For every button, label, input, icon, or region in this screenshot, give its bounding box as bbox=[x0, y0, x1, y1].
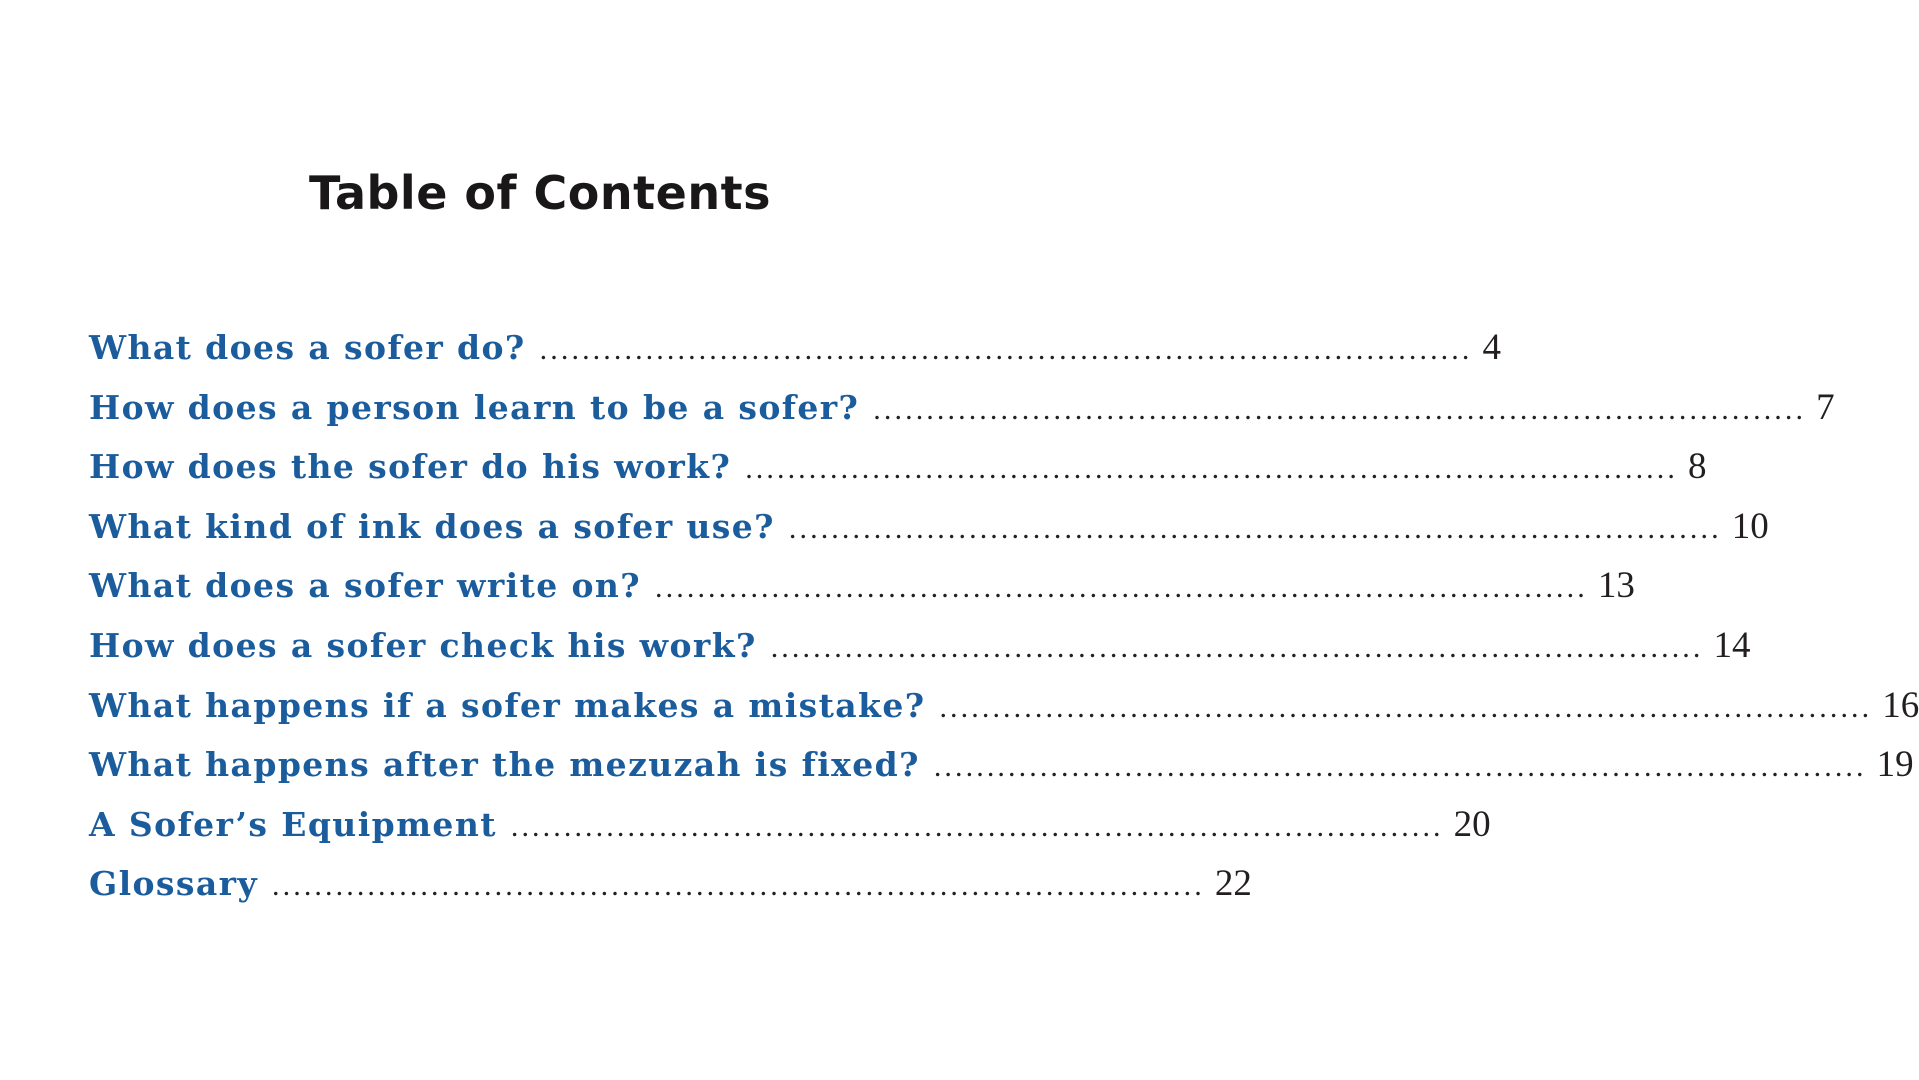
dot-leader: ........................................................................................ bbox=[933, 750, 1867, 784]
page-title: Table of Contents bbox=[309, 166, 771, 220]
toc-entry[interactable] bbox=[89, 676, 1919, 736]
toc-entry-title[interactable]: What happens if a sofer makes a mistake? bbox=[89, 685, 926, 725]
toc-entry[interactable] bbox=[89, 556, 1635, 616]
toc-entry[interactable] bbox=[89, 437, 1707, 497]
toc-entry-title[interactable]: What kind of ink does a sofer use? bbox=[89, 506, 775, 546]
toc-page-number: 14 bbox=[1713, 624, 1751, 666]
toc-page-number: 8 bbox=[1688, 446, 1707, 488]
toc-list bbox=[89, 318, 1919, 914]
dot-leader: ........................................................................................ bbox=[510, 809, 1444, 843]
toc-entry-title[interactable]: Glossary bbox=[89, 864, 259, 904]
toc-entry[interactable] bbox=[89, 318, 1501, 378]
toc-page-number: 19 bbox=[1876, 744, 1914, 786]
toc-page-number: 16 bbox=[1882, 684, 1919, 726]
dot-leader: ........................................................................................ bbox=[539, 333, 1473, 366]
toc-entry-title[interactable]: How does the sofer do his work? bbox=[89, 447, 732, 487]
toc-entry-title[interactable]: What happens after the mezuzah is fixed? bbox=[89, 745, 920, 785]
toc-entry[interactable] bbox=[89, 378, 1835, 438]
toc-page-number: 7 bbox=[1816, 386, 1835, 428]
toc-entry-title[interactable]: What does a sofer do? bbox=[89, 328, 526, 367]
toc-entry[interactable] bbox=[89, 795, 1491, 855]
toc-page-number: 20 bbox=[1453, 803, 1491, 845]
dot-leader: ........................................................................................ bbox=[939, 690, 1873, 724]
toc-entry-title[interactable]: How does a person learn to be a sofer? bbox=[89, 387, 860, 427]
toc-entry[interactable] bbox=[89, 735, 1914, 795]
dot-leader: ........................................................................................ bbox=[745, 452, 1678, 486]
dot-leader: ........................................................................................ bbox=[655, 571, 1588, 605]
toc-entry[interactable] bbox=[89, 616, 1751, 676]
toc-entry[interactable] bbox=[89, 497, 1769, 557]
toc-page-number: 10 bbox=[1731, 505, 1769, 547]
dot-leader: ........................................................................................ bbox=[788, 511, 1722, 545]
dot-leader: ........................................................................................ bbox=[873, 392, 1807, 426]
toc-entry-title[interactable]: How does a sofer check his work? bbox=[89, 625, 757, 665]
toc-entry[interactable] bbox=[89, 854, 1252, 914]
dot-leader: ........................................................................................ bbox=[272, 869, 1205, 903]
toc-page-number: 4 bbox=[1482, 327, 1501, 368]
toc-page-number: 22 bbox=[1214, 863, 1252, 905]
toc-entry-title[interactable]: What does a sofer write on? bbox=[89, 566, 642, 606]
toc-page-number: 13 bbox=[1597, 565, 1635, 607]
dot-leader: ........................................................................................ bbox=[770, 630, 1704, 664]
toc-entry-title[interactable]: A Sofer’s Equipment bbox=[89, 804, 497, 844]
